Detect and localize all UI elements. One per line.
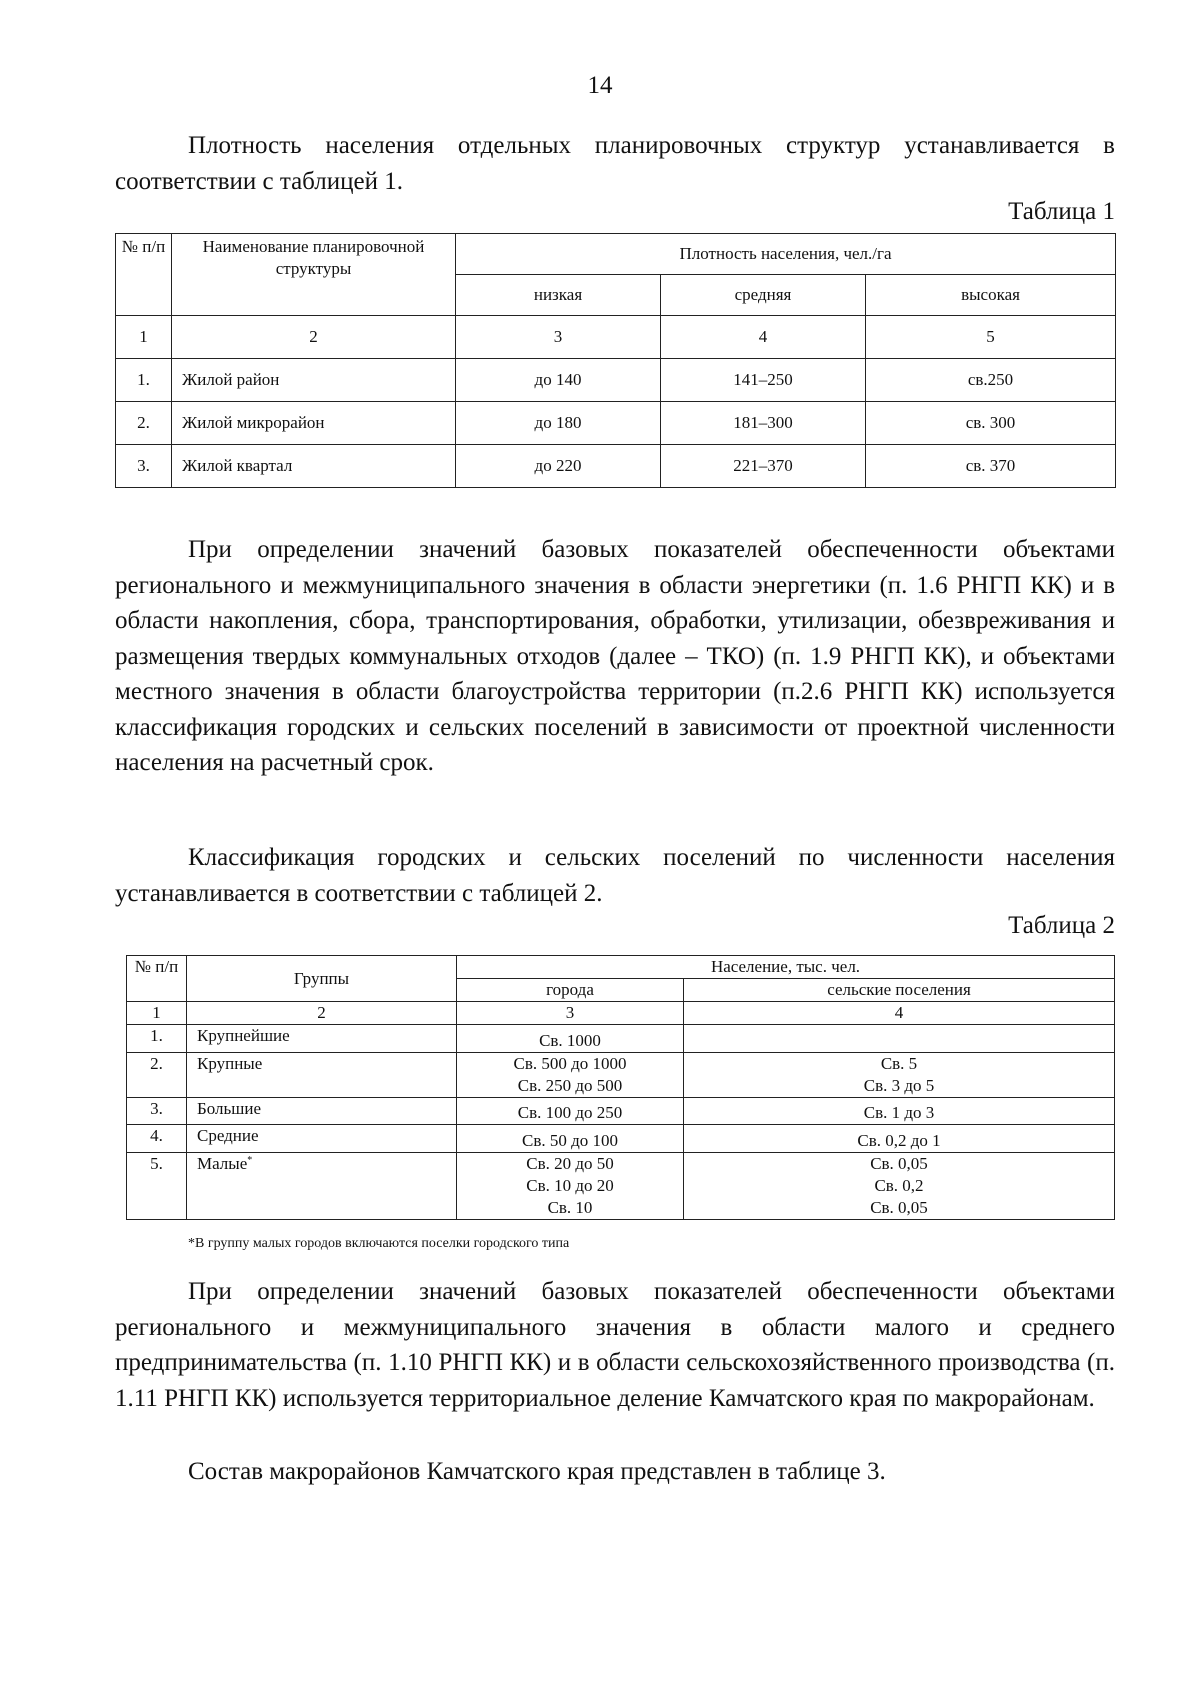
rural-values bbox=[684, 1053, 1115, 1098]
cities-value: Св. 20 до 50 bbox=[526, 1154, 614, 1173]
table-row bbox=[116, 445, 1116, 488]
cities-value: Св. 100 до 250 bbox=[517, 1103, 623, 1122]
cities-value: Св. 10 bbox=[547, 1198, 593, 1217]
table2-header-num: № п/п bbox=[127, 956, 187, 1002]
row-num: 1. bbox=[127, 1025, 187, 1053]
table1-header-mid: средняя bbox=[661, 275, 866, 316]
rural-values bbox=[684, 1025, 1115, 1053]
table2-header-groups: Группы bbox=[187, 956, 457, 1002]
rural-value: Св. 1 до 3 bbox=[863, 1103, 935, 1122]
table2-caption: Таблица 2 bbox=[1008, 912, 1115, 939]
row-num: 3. bbox=[116, 445, 172, 488]
table2-footnote: *В группу малых городов включаются поселки городского типа bbox=[188, 1236, 570, 1251]
row-num: 2. bbox=[127, 1053, 187, 1098]
cities-values bbox=[457, 1153, 684, 1220]
group-name: Крупные bbox=[187, 1053, 457, 1098]
group-name: Средние bbox=[187, 1125, 457, 1153]
table1-header-low: низкая bbox=[456, 275, 661, 316]
rural-values bbox=[684, 1153, 1115, 1220]
table-row bbox=[127, 1098, 1115, 1125]
row-num: 3. bbox=[127, 1098, 187, 1125]
intro-paragraph: Плотность населения отдельных планировочных структур устанавливается в соответствии с таблицей 1. bbox=[115, 132, 1115, 195]
table1-column-numbers bbox=[116, 316, 1116, 359]
row-num: 5. bbox=[127, 1153, 187, 1220]
table1-col-number: 5 bbox=[866, 316, 1116, 359]
table1-header-name: Наименование планировочной структуры bbox=[172, 234, 456, 316]
cities-values bbox=[457, 1025, 684, 1053]
rural-value: Св. 3 до 5 bbox=[863, 1076, 935, 1095]
density-high: св. 370 bbox=[866, 445, 1116, 488]
cities-value: Св. 10 до 20 bbox=[526, 1176, 614, 1195]
footnote-mark: * bbox=[247, 1155, 253, 1166]
table1-col-number: 4 bbox=[661, 316, 866, 359]
classification-paragraph: Классификация городских и сельских поселений по численности населения устанавливается в соответствии с таблицей 2. bbox=[115, 844, 1115, 907]
group-name: Большие bbox=[187, 1098, 457, 1125]
settlement-classification-table bbox=[126, 955, 1115, 1220]
cities-value: Св. 500 до 1000 bbox=[513, 1054, 627, 1073]
energy-waste-paragraph: При определении значений базовых показателей обеспеченности объектами регионального и межмуниципального значения в области энергетики (п. 1.6 РНГП КК) и в области накопления, сбора, транспортирования, обработки, утилизации, обезвреживания и размещения твердых коммунальных отходов (далее – ТКО) (п. 1.9 РНГП КК), и объектами местного значения в области благоустройства территории (п.2.6 РНГП КК) используется классификация городских и сельских поселений в зависимости от проектной численности населения на расчетный срок. bbox=[115, 536, 1115, 776]
group-name: Малые bbox=[197, 1154, 248, 1173]
table1-header-density: Плотность населения, чел./га bbox=[456, 234, 1116, 275]
table1-col-number: 3 bbox=[456, 316, 661, 359]
cities-value: Св. 50 до 100 bbox=[521, 1131, 618, 1150]
rural-value: Св. 0,2 до 1 bbox=[857, 1131, 941, 1150]
table-row bbox=[127, 1053, 1115, 1098]
row-num: 1. bbox=[116, 359, 172, 402]
row-num: 4. bbox=[127, 1125, 187, 1153]
rural-value: Св. 0,2 bbox=[874, 1176, 924, 1195]
cities-values bbox=[457, 1098, 684, 1125]
table2-header-cities: города bbox=[457, 979, 684, 1002]
density-table bbox=[115, 233, 1116, 488]
table2-col-number: 3 bbox=[457, 1002, 684, 1025]
table-row bbox=[127, 1025, 1115, 1053]
group-name: Крупнейшие bbox=[187, 1025, 457, 1053]
table-row bbox=[127, 1125, 1115, 1153]
table1-header-num: № п/п bbox=[116, 234, 172, 316]
table2-col-number: 4 bbox=[684, 1002, 1115, 1025]
rural-values bbox=[684, 1098, 1115, 1125]
table2-column-numbers bbox=[127, 1002, 1115, 1025]
table1-caption: Таблица 1 bbox=[1008, 198, 1115, 225]
cities-values bbox=[457, 1053, 684, 1098]
cities-value: Св. 1000 bbox=[539, 1031, 601, 1050]
row-num: 2. bbox=[116, 402, 172, 445]
table1-header-high: высокая bbox=[866, 275, 1116, 316]
table-row bbox=[116, 402, 1116, 445]
structure-name: Жилой квартал bbox=[172, 445, 456, 488]
page-number: 14 bbox=[587, 72, 613, 99]
density-high: св. 300 bbox=[866, 402, 1116, 445]
density-high: св.250 bbox=[866, 359, 1116, 402]
business-agriculture-paragraph: При определении значений базовых показателей обеспеченности объектами регионального и межмуниципального значения в области малого и среднего предпринимательства (п. 1.10 РНГП КК) и в области сельскохозяйственного производства (п. 1.11 РНГП КК) используется территориальное деление Камчатского края по макрорайонам. bbox=[115, 1278, 1115, 1412]
density-low: до 220 bbox=[456, 445, 661, 488]
cities-value: Св. 250 до 500 bbox=[517, 1076, 623, 1095]
table1-col-number: 2 bbox=[172, 316, 456, 359]
table1-col-number: 1 bbox=[116, 316, 172, 359]
density-mid: 221–370 bbox=[661, 445, 866, 488]
table2-col-number: 1 bbox=[127, 1002, 187, 1025]
density-low: до 140 bbox=[456, 359, 661, 402]
cities-values bbox=[457, 1125, 684, 1153]
rural-value: Св. 0,05 bbox=[870, 1154, 928, 1173]
density-low: до 180 bbox=[456, 402, 661, 445]
density-mid: 141–250 bbox=[661, 359, 866, 402]
group-name-cell bbox=[187, 1153, 457, 1220]
structure-name: Жилой район bbox=[172, 359, 456, 402]
table2-header-population: Население, тыс. чел. bbox=[457, 956, 1115, 979]
table2-header-rural: сельские поселения bbox=[684, 979, 1115, 1002]
rural-values bbox=[684, 1125, 1115, 1153]
table2-col-number: 2 bbox=[187, 1002, 457, 1025]
table-row bbox=[127, 1153, 1115, 1220]
density-mid: 181–300 bbox=[661, 402, 866, 445]
rural-value: Св. 5 bbox=[880, 1054, 918, 1073]
table-row bbox=[116, 359, 1116, 402]
table3-reference-paragraph: Состав макрорайонов Камчатского края представлен в таблице 3. bbox=[188, 1458, 886, 1485]
rural-value: Св. 0,05 bbox=[870, 1198, 928, 1217]
structure-name: Жилой микрорайон bbox=[172, 402, 456, 445]
